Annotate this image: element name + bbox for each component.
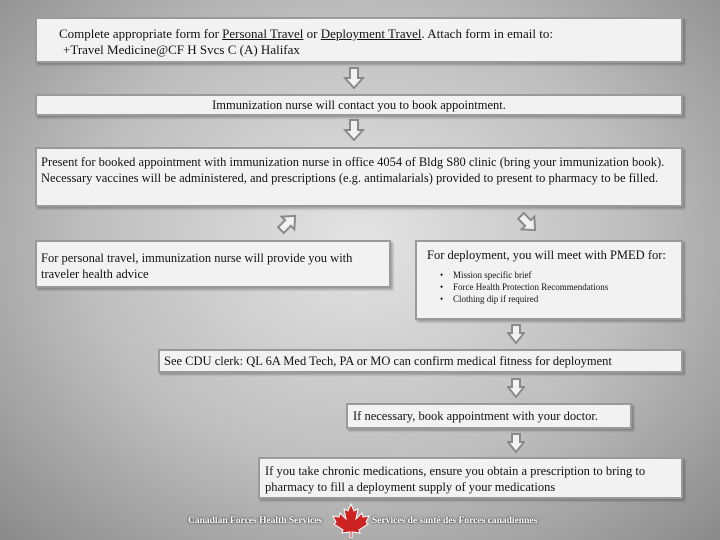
step-complete-form-line1 xyxy=(59,26,659,42)
list-item: • Clothing dip if required xyxy=(437,293,673,305)
deployment-items xyxy=(437,269,673,305)
step-complete-form xyxy=(35,17,683,63)
step-nurse-contact xyxy=(35,94,683,116)
step-medications-text: If you take chronic medications, ensure you obtain a prescription to bring to pharmacy to fill a deployment supply of your medications xyxy=(265,464,646,494)
step-appointment xyxy=(35,147,683,207)
personal-travel-link: Personal Travel xyxy=(222,26,304,41)
step-appointment-text: Present for booked appointment with immunization nurse in office 4054 of Bldg S80 clinic (bring your immunization book). Necessary vaccines will be administered, and prescriptions (e.g. antimalarials) provided to present to pharmacy to be filled. xyxy=(41,155,665,185)
personal-travel-text: For personal travel, immunization nurse will provide you with traveler health advice xyxy=(41,251,353,281)
list-item: • Mission specific brief xyxy=(437,269,673,281)
deployment-text: For deployment, you will meet with PMED for: xyxy=(427,248,666,262)
step-doctor xyxy=(346,403,632,429)
step1-suffix: . Attach form in email to: xyxy=(421,26,553,41)
step1-prefix: Complete appropriate form for xyxy=(59,26,223,41)
down-arrow-icon xyxy=(343,119,365,141)
step-doctor-text: If necessary, book appointment with your doctor. xyxy=(353,409,598,423)
step-medications xyxy=(258,457,683,499)
deployment-travel-link: Deployment Travel xyxy=(320,26,422,41)
down-arrow-icon xyxy=(507,378,525,398)
step-cdu-clerk-text: See CDU clerk: QL 6A Med Tech, PA or MO can confirm medical fitness for deployment xyxy=(164,354,612,368)
list-item: • Force Health Protection Recommendations xyxy=(437,281,673,293)
step-cdu-clerk xyxy=(158,349,683,373)
personal-travel-box xyxy=(35,240,391,288)
down-right-arrow-icon xyxy=(516,211,540,235)
step-nurse-contact-text: Immunization nurse will contact you to book appointment. xyxy=(212,98,506,112)
down-arrow-icon xyxy=(507,324,525,344)
step1-or: or xyxy=(303,26,321,41)
maple-leaf-icon xyxy=(331,502,371,538)
footer-left-text: Canadian Forces Health Services xyxy=(188,516,323,526)
deployment-box xyxy=(415,240,683,320)
step-complete-form-email: +Travel Medicine@CF H Svcs C (A) Halifax xyxy=(63,42,300,57)
down-arrow-icon xyxy=(507,433,525,453)
footer-right-text: Services de santé des Forces canadiennes xyxy=(372,516,538,526)
down-arrow-icon xyxy=(343,67,365,89)
up-right-arrow-icon xyxy=(276,211,300,235)
